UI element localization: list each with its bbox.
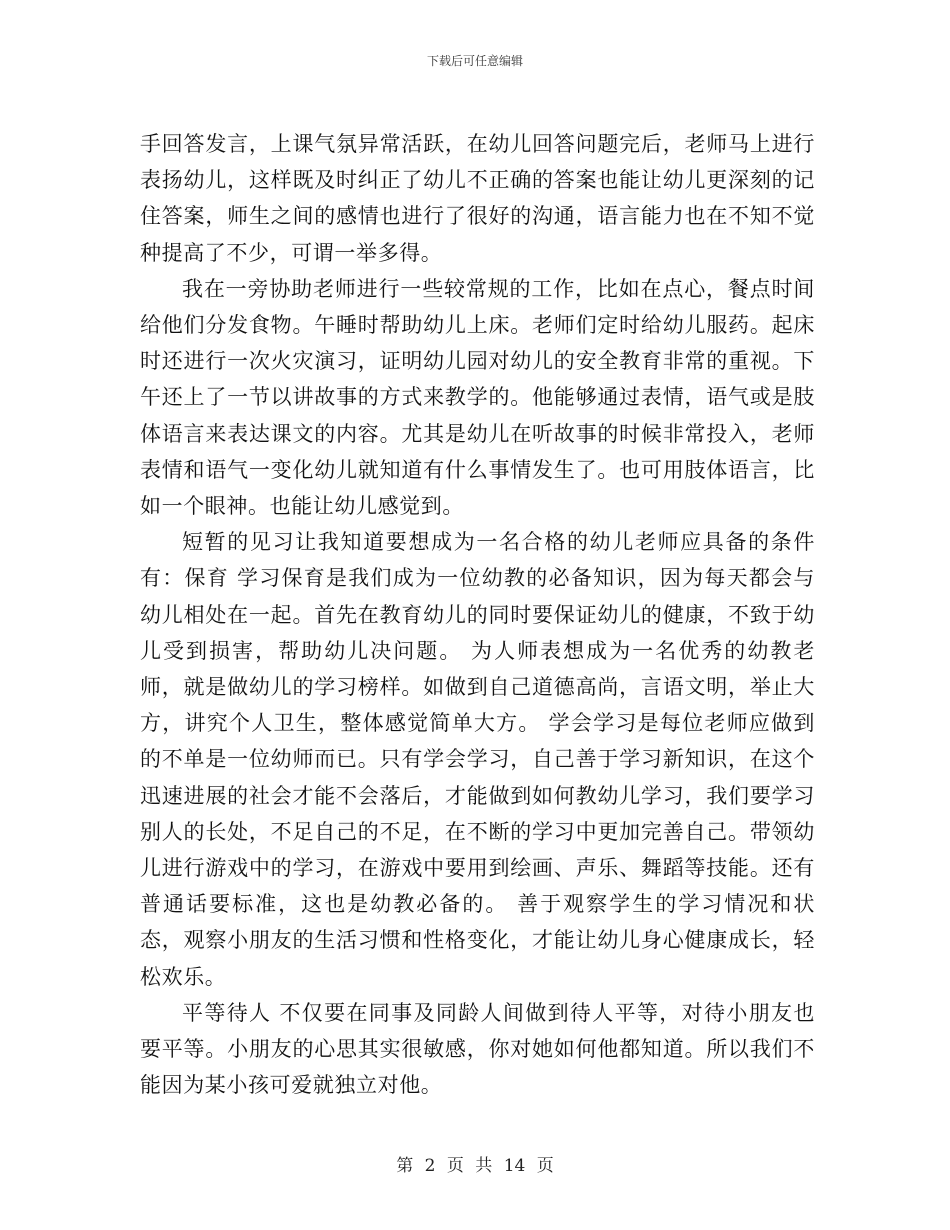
paragraph-2: 我在一旁协助老师进行一些较常规的工作，比如在点心，餐点时间给他们分发食物。午睡时帮助幼儿上床。老师们定时给幼儿服药。起床时还进行一次火灾演习，证明幼儿园对幼儿的安全教育非常的重视。下午还上了一节以讲故事的方式来教学的。他能够通过表情，语气或是肢体语言来表达课文的内容。尤其是幼儿在听故事的时候非常投入，老师表情和语气一变化幼儿就知道有什么事情发生了。也可用肢体语言，比如一个眼神。也能让幼儿感觉到。 xyxy=(140,276,815,519)
paragraph-1: 手回答发言，上课气氛异常活跃，在幼儿回答问题完后，老师马上进行表扬幼儿，这样既及时纠正了幼儿不正确的答案也能让幼儿更深刻的记住答案，师生之间的感情也进行了很好的沟通，语言能力也在不知不觉种提高了不少，可谓一举多得。 xyxy=(140,132,815,265)
document-body xyxy=(140,126,815,1103)
paragraph-3: 短暂的见习让我知道要想成为一名合格的幼儿老师应具备的条件有：保育 学习保育是我们成为一位幼教的必备知识，因为每天都会与幼儿相处在一起。首先在教育幼儿的同时要保证幼儿的健康，不致于幼儿受到损害，帮助幼儿决问题。 为人师表想成为一名优秀的幼教老师，就是做幼儿的学习榜样。如做到自己道德高尚，言语文明，举止大方，讲究个人卫生，整体感觉简单大方。 学会学习是每位老师应做到的不单是一位幼师而已。只有学会学习，自己善于学习新知识，在这个迅速进展的社会才能不会落后，才能做到如何教幼儿学习，我们要学习别人的长处，不足自己的不足，在不断的学习中更加完善自己。带领幼儿进行游戏中的学习，在游戏中要用到绘画、声乐、舞蹈等技能。还有普通话要标准，这也是幼教必备的。 善于观察学生的学习情况和状态，观察小朋友的生活习惯和性格变化，才能让幼儿身心健康成长，轻松欢乐。 xyxy=(140,530,815,989)
page-header-note: 下载后可任意编辑 xyxy=(426,54,523,68)
page-number-footer: 第 2 页 共 14 页 xyxy=(396,1156,554,1176)
paragraph-4: 平等待人 不仅要在同事及同龄人间做到待人平等，对待小朋友也要平等。小朋友的心思其实很敏感，你对她如何他都知道。所以我们不能因为某小孩可爱就独立对他。 xyxy=(140,1000,815,1098)
